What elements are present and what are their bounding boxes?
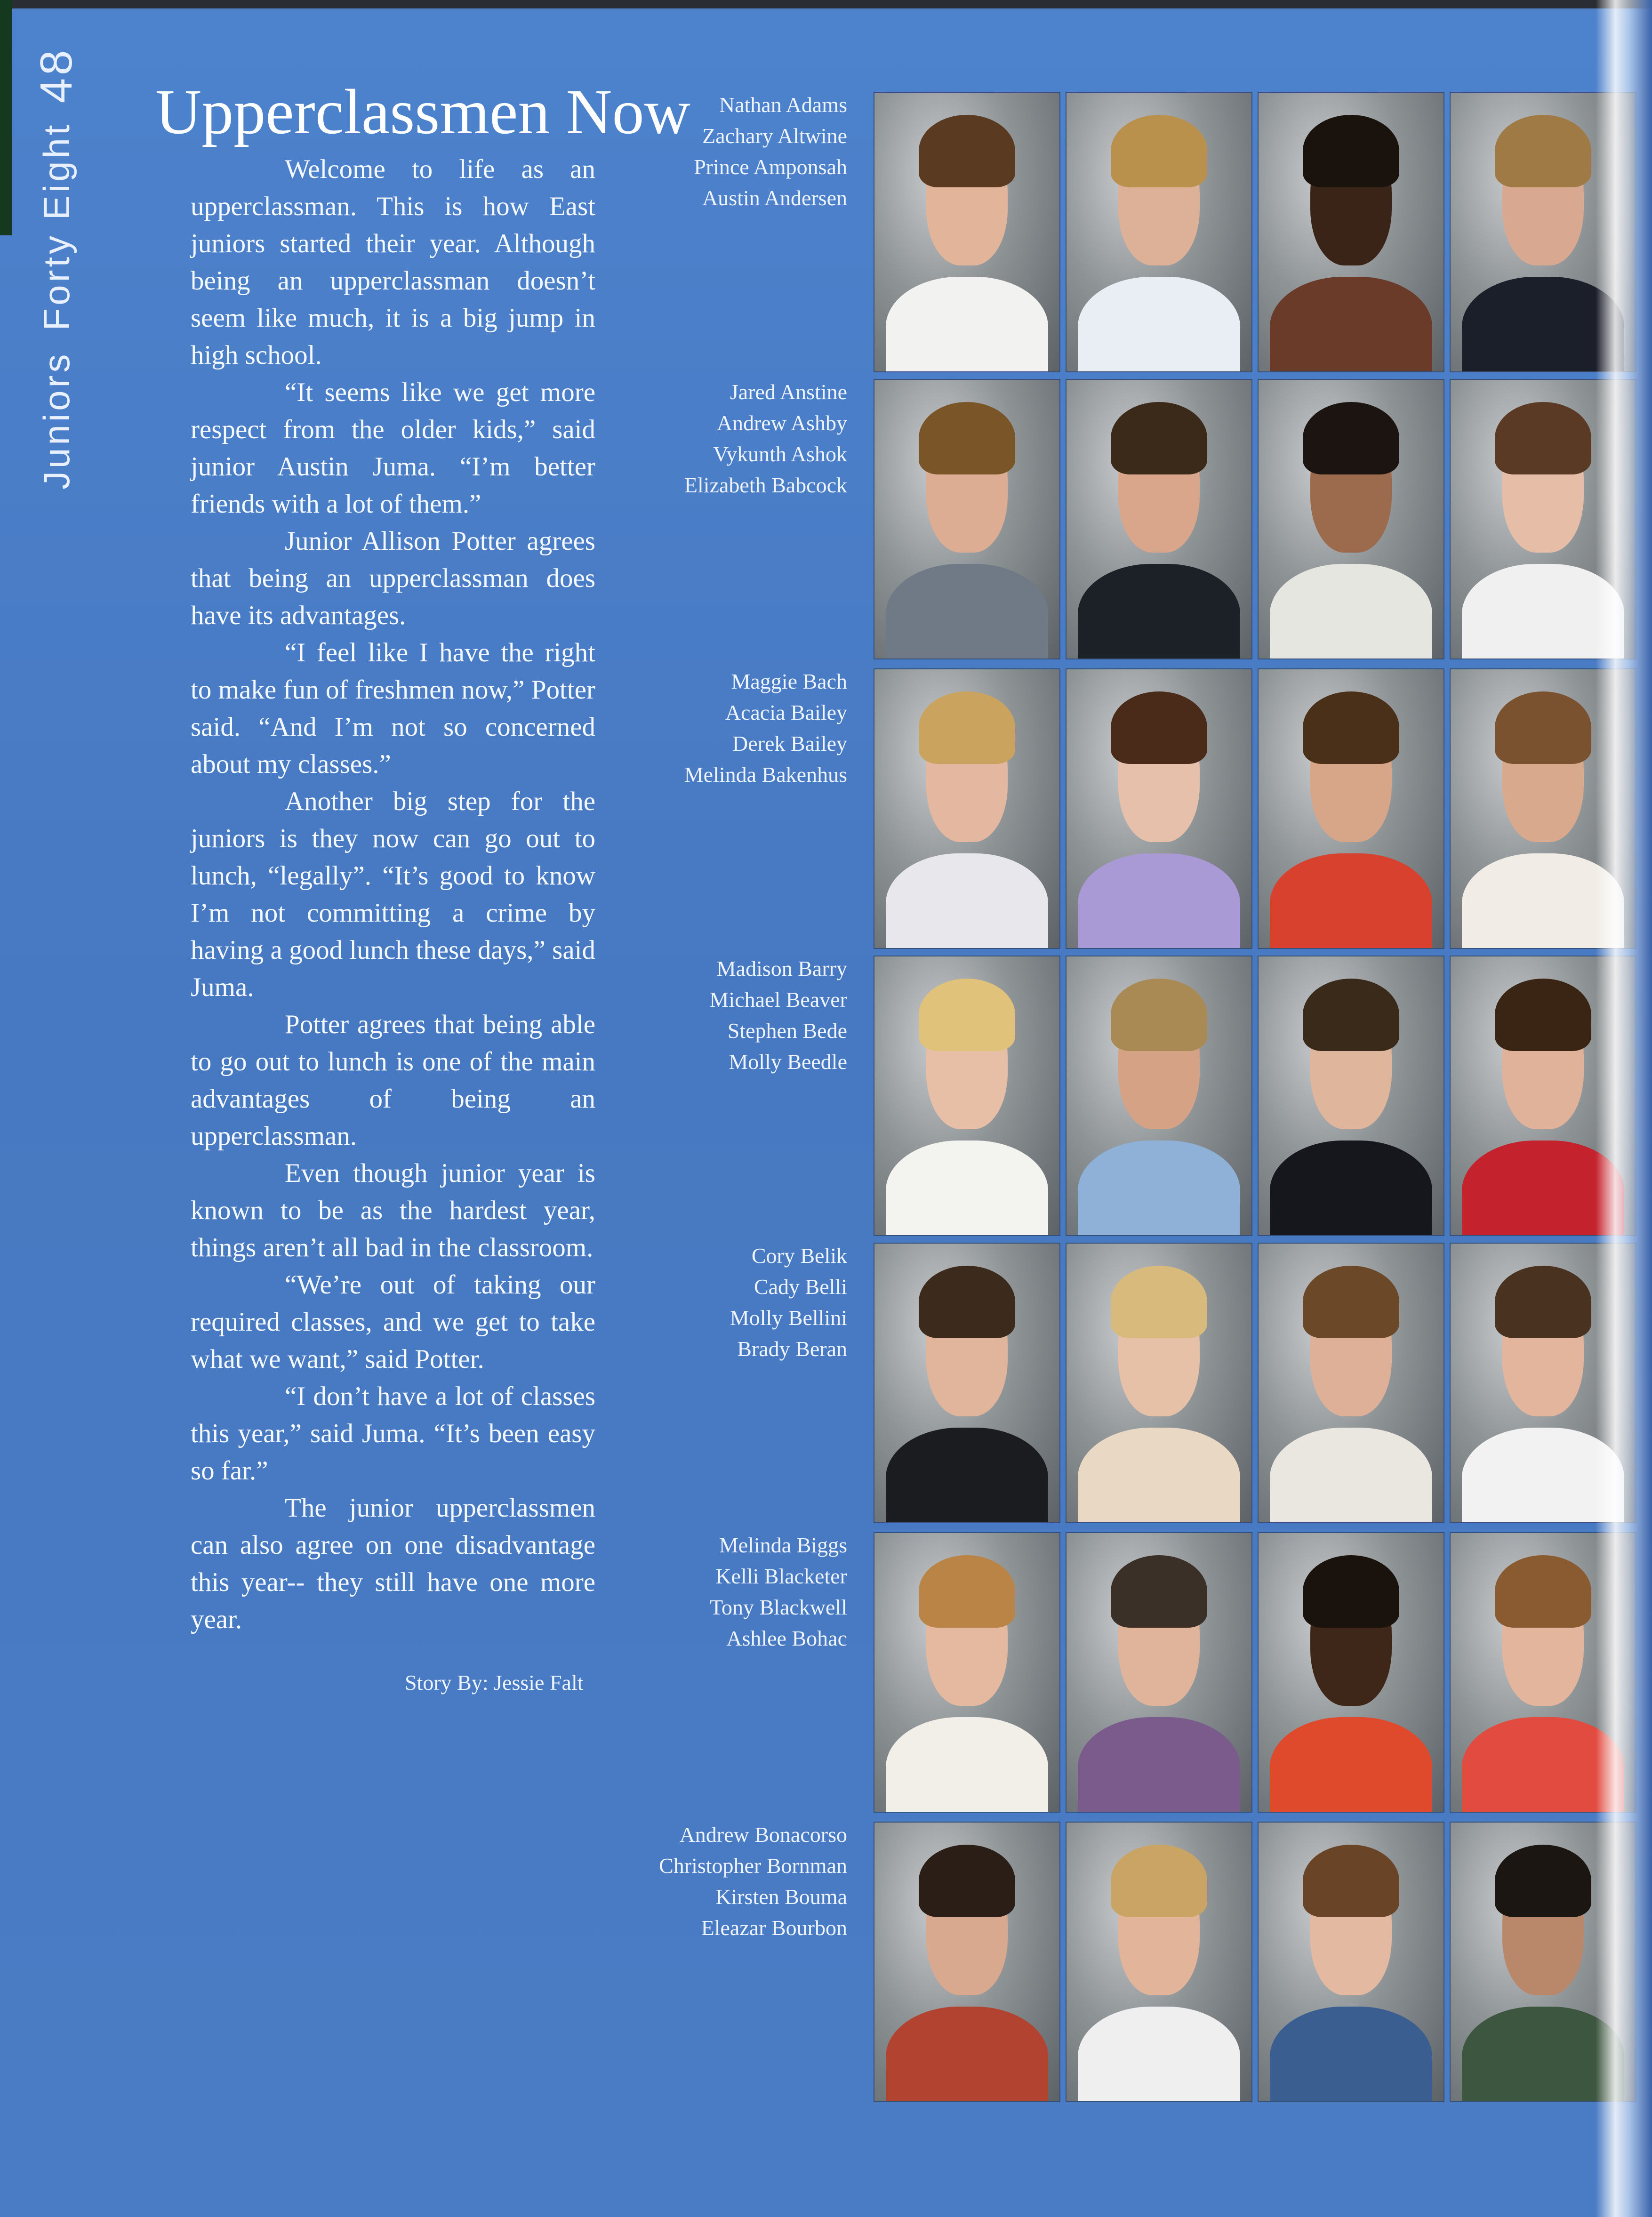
student-name: Molly Beedle: [729, 1050, 847, 1074]
student-name: Elizabeth Babcock: [684, 473, 847, 497]
student-portrait: [1066, 668, 1252, 949]
student-name: Cory Belik: [751, 1244, 847, 1268]
student-portrait: [1066, 1822, 1252, 2102]
student-name: Zachary Altwine: [702, 124, 847, 148]
student-name: Molly Bellini: [730, 1306, 847, 1330]
story-paragraph: Welcome to life as an upperclassman. This is how East juniors started their year. Although being an upperclassman doesn’t seem like much, it is a big jump in high school.: [191, 154, 595, 370]
student-name: Ashlee Bohac: [726, 1626, 847, 1650]
student-name: Melinda Bakenhus: [684, 763, 847, 787]
name-list: [598, 666, 847, 790]
student-portrait: [874, 92, 1060, 372]
student-name: Kelli Blacketer: [715, 1564, 847, 1588]
student-portrait: [874, 668, 1060, 949]
student-name: Tony Blackwell: [710, 1595, 847, 1619]
left-edge-strip: [0, 0, 12, 235]
name-list: [598, 377, 847, 501]
name-list: [598, 89, 847, 214]
folio-section: Juniors: [35, 351, 77, 490]
student-portrait: [1258, 1532, 1444, 1813]
student-name: Brady Beran: [737, 1337, 847, 1361]
name-list: [598, 1530, 847, 1654]
page-folio: [24, 42, 89, 490]
student-name: Jared Anstine: [730, 380, 847, 404]
student-portrait: [874, 956, 1060, 1236]
top-edge: [0, 0, 1652, 8]
student-portrait: [1258, 1822, 1444, 2102]
student-name: Maggie Bach: [731, 669, 847, 693]
story-paragraph: Potter agrees that being able to go out to lunch is one of the main advantages of being an upperclassman.: [191, 1010, 595, 1151]
student-portrait: [874, 1532, 1060, 1813]
student-portrait: [1066, 1243, 1252, 1523]
student-name: Stephen Bede: [727, 1019, 847, 1043]
student-portrait: [1258, 379, 1444, 659]
student-name: Cady Belli: [754, 1275, 847, 1299]
story-text: [191, 151, 595, 1638]
name-list: [598, 953, 847, 1077]
student-portrait: [874, 379, 1060, 659]
student-portrait: [1258, 956, 1444, 1236]
name-list: [598, 1240, 847, 1365]
student-portrait: [1258, 668, 1444, 949]
student-name: Eleazar Bourbon: [701, 1916, 847, 1940]
story-paragraph: Even though junior year is known to be as the hardest year, things aren’t all bad in the classroom.: [191, 1158, 595, 1262]
student-portrait: [874, 1822, 1060, 2102]
student-name: Michael Beaver: [709, 988, 847, 1012]
student-portrait: [1066, 92, 1252, 372]
student-name: Acacia Bailey: [725, 700, 847, 724]
student-name: Kirsten Bouma: [715, 1885, 847, 1909]
student-name: Andrew Ashby: [716, 411, 847, 435]
folio-page-words: Forty Eight: [35, 122, 77, 331]
student-name: Andrew Bonacorso: [679, 1823, 847, 1847]
student-portrait: [874, 1243, 1060, 1523]
student-name: Madison Barry: [716, 956, 847, 980]
story-paragraph: Another big step for the juniors is they now can go out to lunch, “legally”. “It’s good to know I’m not committing a crime by having a good lunch these days,” said Juma.: [191, 787, 595, 1002]
story-paragraph: “I don’t have a lot of classes this year,” said Juma. “It’s been easy so far.”: [191, 1382, 595, 1486]
student-name: Prince Amponsah: [694, 155, 847, 179]
student-name: Derek Bailey: [732, 731, 847, 755]
student-name: Vykunth Ashok: [713, 442, 847, 466]
story-paragraph: “It seems like we get more respect from the older kids,” said junior Austin Juma. “I’m better friends with a lot of them.”: [191, 378, 595, 519]
story-paragraph: The junior upperclassmen can also agree on one disadvantage this year-- they still have one more year.: [191, 1493, 595, 1634]
story-byline: Story By: Jessie Falt: [405, 1671, 584, 1695]
story-paragraph: Junior Allison Potter agrees that being an upperclassman does have its advantages.: [191, 526, 595, 630]
page-gutter-edge: [1596, 0, 1652, 2217]
student-name: Melinda Biggs: [719, 1533, 847, 1557]
student-portrait: [1258, 92, 1444, 372]
name-list: [598, 1819, 847, 1944]
student-name: Christopher Bornman: [659, 1854, 847, 1878]
folio-page-number: 48: [31, 47, 81, 104]
story-paragraph: “We’re out of taking our required classes, and we get to take what we want,” said Potter.: [191, 1270, 595, 1374]
student-portrait: [1066, 956, 1252, 1236]
story-paragraph: “I feel like I have the right to make fun of freshmen now,” Potter said. “And I’m not so concerned about my classes.”: [191, 638, 595, 779]
student-portrait: [1258, 1243, 1444, 1523]
student-portrait: [1066, 1532, 1252, 1813]
student-name: Austin Andersen: [702, 186, 847, 210]
student-portrait: [1066, 379, 1252, 659]
student-name: Nathan Adams: [719, 93, 847, 117]
page-title: Upperclassmen Now: [155, 77, 690, 147]
